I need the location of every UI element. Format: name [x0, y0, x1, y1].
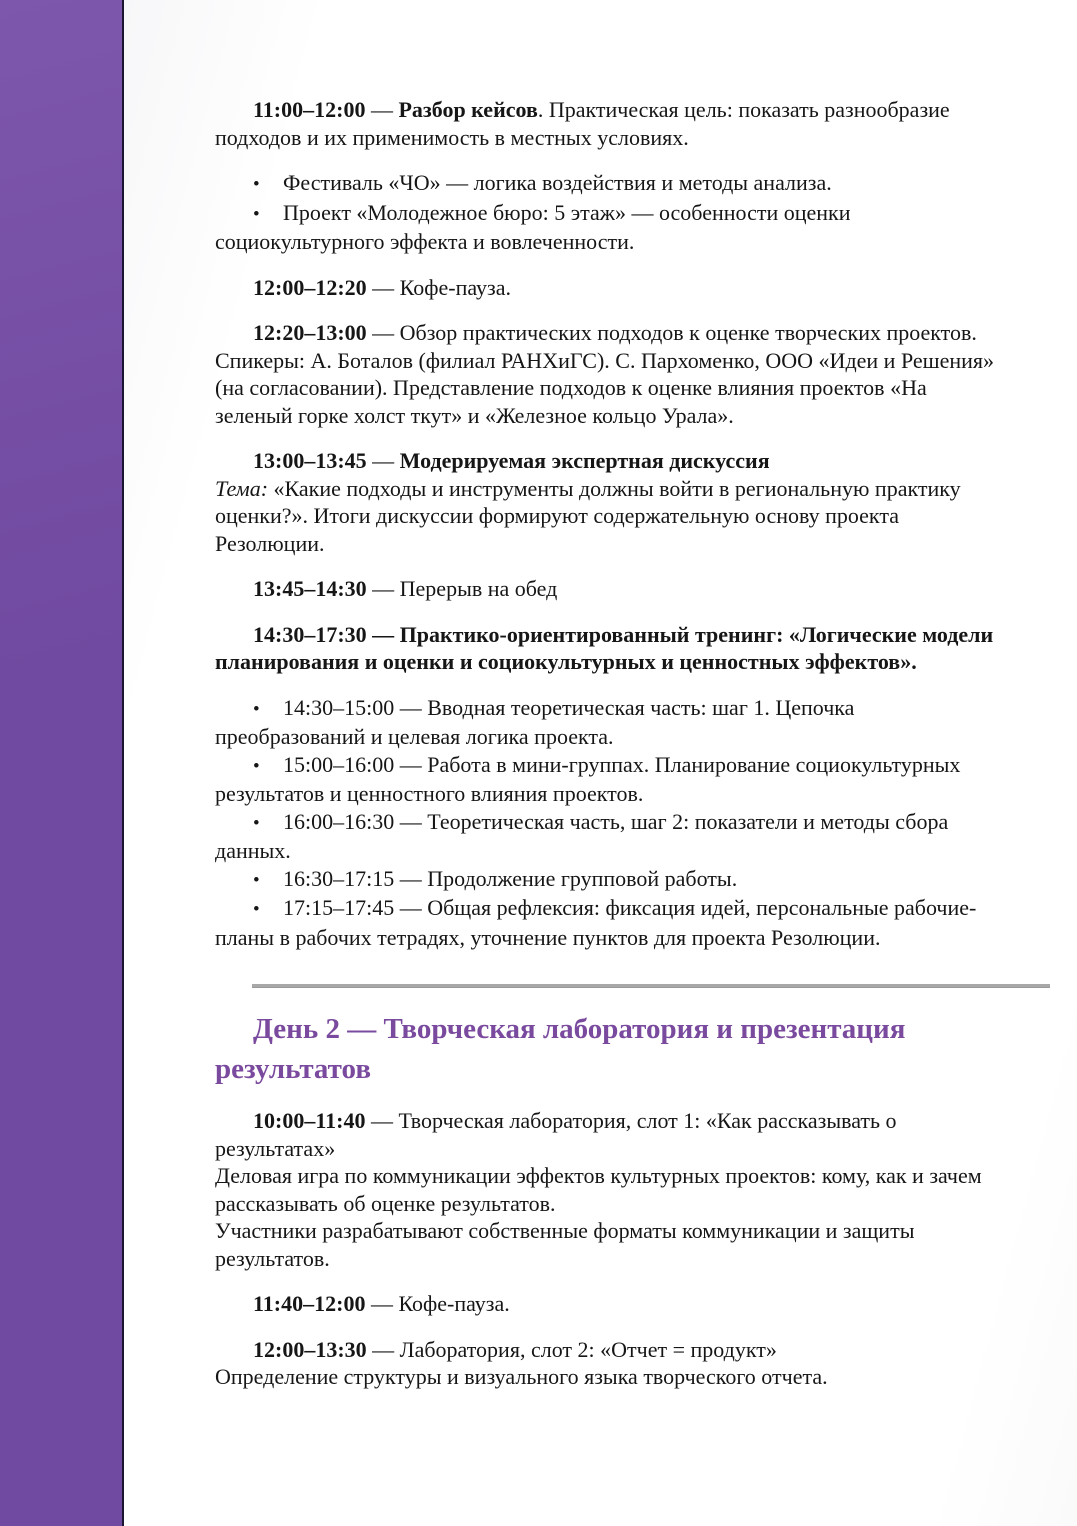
text-run: — Творческая лаборатория, слот 1: «Как рассказывать о результатах»: [215, 1108, 897, 1161]
text-run: Модерируемая экспертная дискуссия: [399, 448, 770, 473]
text-run: День 2 — Творческая лаборатория и презентация результатов: [215, 1013, 906, 1085]
text-run: — Лаборатория, слот 2: «Отчет = продукт»: [366, 1336, 777, 1362]
text-run: 11:40–12:00: [253, 1291, 366, 1316]
text-run: —: [365, 97, 399, 122]
agenda-paragraph: [215, 447, 1007, 475]
text-run: Определение структуры и визуального языка творческого отчета.: [215, 1364, 828, 1389]
agenda-paragraph: [215, 1217, 1007, 1272]
agenda-bullet-item: [215, 751, 1007, 808]
agenda-bullet-item: [215, 199, 1007, 256]
agenda-paragraph: [215, 319, 1007, 429]
text-run: 14:30–15:00 — Вводная теоретическая часть: шаг 1. Цепочка преобразований и целевая логика проекта.: [215, 694, 855, 749]
text-run: 10:00–11:40: [253, 1108, 366, 1133]
text-run: — Обзор практических подходов к оценке творческих проектов. Спикеры: А. Боталов (филиал РАНХиГС). С. Пархоменко, ООО «Идеи и Решения» (на согласовании). Представление подходов к оценке влияния проектов «На зеленый горке холст ткут» и «Железное кольцо Урала».: [215, 320, 995, 428]
agenda-paragraph: [215, 1336, 1007, 1364]
text-run: 17:15–17:45 — Общая рефлексия: фиксация идей, персональные рабочие-планы в рабочих тетрадях, уточнение пунктов для проекта Резолюции.: [215, 895, 977, 950]
text-run: Разбор кейсов: [398, 97, 538, 122]
bullet-icon: •: [253, 755, 260, 777]
agenda-bullet-item: [215, 694, 1007, 751]
text-run: 13:00–13:45: [253, 448, 367, 473]
text-run: 14:30–17:30: [253, 621, 367, 647]
text-run: Фестиваль «ЧО» — логика воздействия и методы анализа.: [283, 170, 832, 195]
agenda-paragraph: [215, 1107, 1007, 1162]
text-run: 16:30–17:15 — Продолжение групповой работы.: [283, 865, 738, 891]
text-run: . Практическая цель: показать разнообразие подходов и их применимость в местных условиях.: [215, 97, 950, 150]
bullet-icon: •: [253, 174, 260, 195]
text-run: 12:00–13:30: [253, 1336, 367, 1362]
sidebar-accent-band: [0, 0, 124, 1526]
bullet-icon: •: [253, 812, 260, 834]
text-run: Деловая игра по коммуникации эффектов культурных проектов: кому, как и зачем рассказывать об оценке результатов.: [215, 1163, 982, 1216]
agenda-bullet-item: [215, 894, 1007, 951]
text-run: — Кофе-пауза.: [366, 274, 511, 300]
text-run: —: [366, 621, 400, 647]
text-run: Практико-ориентированный тренинг: «Логические модели планирования и оценки и социокультурных и ценностных эффектов».: [215, 621, 994, 674]
text-run: 11:00–12:00: [253, 97, 366, 122]
text-run: «Какие подходы и инструменты должны войти в региональную практику оценки?». Итоги дискуссии формируют содержательную основу проекта Резолюции.: [215, 475, 961, 556]
agenda-paragraph: [215, 475, 1007, 558]
bullet-icon: •: [253, 869, 260, 891]
text-run: — Перерыв на обед: [366, 576, 558, 601]
text-run: 13:45–14:30: [253, 576, 367, 601]
agenda-paragraph: [215, 621, 1007, 676]
text-run: Проект «Молодежное бюро: 5 этаж» — особенности оценки социокультурного эффекта и вовлеченности.: [215, 199, 851, 254]
bullet-icon: •: [253, 203, 260, 225]
document-body: [215, 0, 1007, 1391]
agenda-bullet-item: [215, 865, 1007, 895]
agenda-paragraph: [215, 1162, 1007, 1217]
section-divider: [252, 984, 1050, 988]
day-heading: [215, 1009, 1007, 1089]
text-run: Тема:: [215, 475, 269, 501]
text-run: — Кофе-пауза.: [365, 1291, 510, 1316]
text-run: 12:00–12:20: [253, 274, 367, 300]
text-run: Участники разрабатывают собственные форматы коммуникации и защиты результатов.: [215, 1218, 915, 1271]
text-run: 15:00–16:00 — Работа в мини-группах. Планирование социокультурных результатов и ценностного влияния проектов.: [215, 751, 961, 806]
text-run: 12:20–13:00: [253, 320, 367, 345]
agenda-bullet-item: [215, 808, 1007, 865]
text-run: —: [366, 448, 400, 473]
agenda-paragraph: [215, 96, 1007, 151]
agenda-paragraph: [215, 274, 1007, 302]
text-run: 16:00–16:30 — Теоретическая часть, шаг 2: показатели и методы сбора данных.: [215, 808, 949, 863]
agenda-paragraph: [215, 1290, 1007, 1318]
agenda-paragraph: [215, 1363, 1007, 1391]
bullet-icon: •: [253, 698, 260, 720]
agenda-bullet-item: [215, 169, 1007, 199]
agenda-paragraph: [215, 575, 1007, 603]
bullet-icon: •: [253, 899, 260, 920]
